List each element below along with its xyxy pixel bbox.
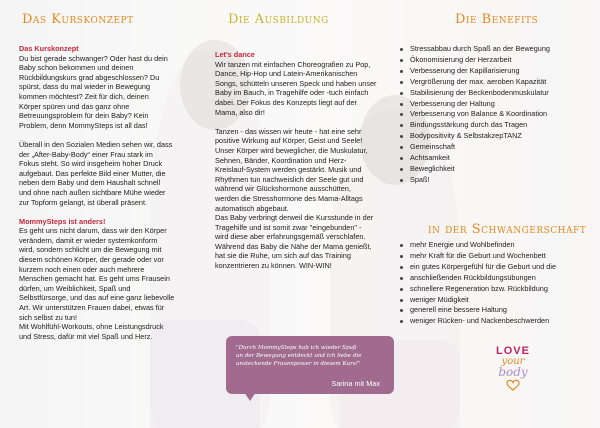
- schwangerschaft-list: [400, 240, 556, 327]
- benefits-list: [400, 44, 550, 186]
- list-item: mehr Energie und Wohlbefinden: [400, 240, 556, 251]
- heading-benefits: Die Benefits: [455, 12, 539, 27]
- testimonial-author: Sarina mit Max: [331, 379, 380, 388]
- list-item: Stabilisierung der Beckenbodenmuskulatur: [400, 88, 550, 99]
- list-item: schnellere Regeneration bzw. Rückbildung: [400, 284, 556, 295]
- list-item: Verbesserung von Balance & Koordination: [400, 109, 550, 120]
- list-item: Verbesserung der Haltung: [400, 99, 550, 110]
- list-item: Spaß!: [400, 175, 550, 186]
- logo-line-your: your: [501, 356, 525, 367]
- subheading-lets-dance: Let's dance: [215, 50, 255, 59]
- testimonial-bubble: [226, 336, 394, 394]
- paragraph-tanzen-wirkung: Tanzen - das wissen wir heute - hat eine sehr positive Wirkung auf Körper, Geist und Seele! Unser Körper wird beweglicher, die Muskulatur, Sehnen, Bänder, Koordination und Herz- Kreislauf-System werden gestärkt. Musik und Rhythmen tun nachweislich der Seele gut und während wir Glückshormone ausschütten, werden die Stresshormone des Mama-Alltags automatisch abgebaut. Das Baby verbringt derweil die Kursstunde in der Tragehilfe und ist somit zwar "eingebunden" - wird diese aber erfahrungsgemäß verschlafen. Während das Baby die Nähe der Mama genießt, hat sie die Ruhe, um sich auf das Training konzentrieren zu können. WIN-WIN!: [215, 126, 374, 271]
- list-item: Stressabbau durch Spaß an der Bewegung: [400, 44, 550, 55]
- subheading-mommysteps-anders: MommySteps ist anders!: [19, 216, 106, 226]
- list-item: Gemeinschaft: [400, 142, 550, 153]
- paragraph-mommysteps: Es geht uns nicht darum, dass wir den Körper verändern, damit er wieder systemkonform wird, sondern schlicht um die Bewegung mit diesem schönen Körper, der gerade oder vor kurzem noch einen oder auch mehrere Menschen gemacht hat. Es geht ums Frausein dürfen, um Weiblichkeit, Spaß und Selbstfürsorge, und das auf eine ganz liebevolle Art. Wir unterstützen Frauen dabei, etwas für sich selbst zu tun! Mit Wohlfühl-Workouts, ohne Leistungsdruck und Stress, dafür mit viel Spaß und Herz.: [19, 226, 175, 341]
- paragraph-intro: Du bist gerade schwanger? Oder hast du dein Baby schon bekommen und deinen Rückbildungskurs grad abgeschlossen? Du spürst, dass du mal wieder in Bewegung kommen möchtest? Zeit für dich, deinen Körper spüren und das ganz ohne Betreuungsproblem für dein Baby? Kein Problem, denn MommySteps ist all das!: [19, 53, 168, 130]
- paragraph-social-media: Überall in den Sozialen Medien sehen wir, dass der „After-Baby-Body“ einer Frau stark im Fokus steht. So wird insgeheim hoher Druck aufgebaut. Das perfekte Bild einer Mutter, die neben dem Baby und dem Haushalt schnell und ohne nach außen sichtbare Mühe wieder zur Topform gelangt, ist überall präsent.: [19, 139, 173, 207]
- list-item: Beweglichkeit: [400, 164, 550, 175]
- list-item: Bindungsstärkung durch das Tragen: [400, 120, 550, 131]
- logo-line-love: LOVE: [496, 345, 530, 357]
- heart-icon: [506, 379, 520, 391]
- list-item: ein gutes Körpergefühl für die Geburt und die: [400, 262, 556, 273]
- column-ausbildung: [215, 50, 395, 280]
- column-kurskonzept: [19, 44, 199, 351]
- love-your-body-logo: [483, 345, 543, 415]
- list-item: anschließenden Rückbildungsübungen: [400, 273, 556, 284]
- subheading-kurskonzept: Das Kurskonzept: [19, 44, 79, 53]
- list-item: weniger Rücken- und Nackenbeschwerden: [400, 316, 556, 327]
- logo-line-body: body: [498, 365, 528, 379]
- heading-ausbildung: Die Ausbildung: [228, 12, 329, 27]
- list-item: Vergrößerung der max. aeroben Kapazität: [400, 77, 550, 88]
- list-item: weniger Müdigkeit: [400, 295, 556, 306]
- list-item: Verbesserung der Kapillarisierung: [400, 66, 550, 77]
- heading-kurskonzept: Das Kurskonzept: [22, 12, 134, 27]
- list-item: Achtsamkeit: [400, 153, 550, 164]
- list-item: Ökonomisierung der Herzarbeit: [400, 55, 550, 66]
- testimonial-tail: [244, 392, 256, 401]
- paragraph-dance: Wir tanzen mit einfachen Choreografien zu Pop, Dance, Hip-Hop und Latein-Amerikanischen Songs, schütteln unseren Speck und haben unser Baby im Bauch, in Tragehilfe oder -tuch einfach dabei. Der Fokus des Konzepts liegt auf der Mama, also dir!: [215, 59, 377, 117]
- list-item: Bodypositivity & SelbstakzepTANZ: [400, 131, 550, 142]
- heading-schwangerschaft: in der Schwangerschaft: [428, 222, 587, 237]
- list-item: generell eine bessere Haltung: [400, 305, 556, 316]
- list-item: mehr Kraft für die Geburt und Wochenbett: [400, 251, 556, 262]
- testimonial-text: "Durch MommySteps hab ich wieder Spaß an der Bewegung entdeckt und ich liebe die ansteckende Frauenpower in diesem Kurs!": [236, 345, 362, 367]
